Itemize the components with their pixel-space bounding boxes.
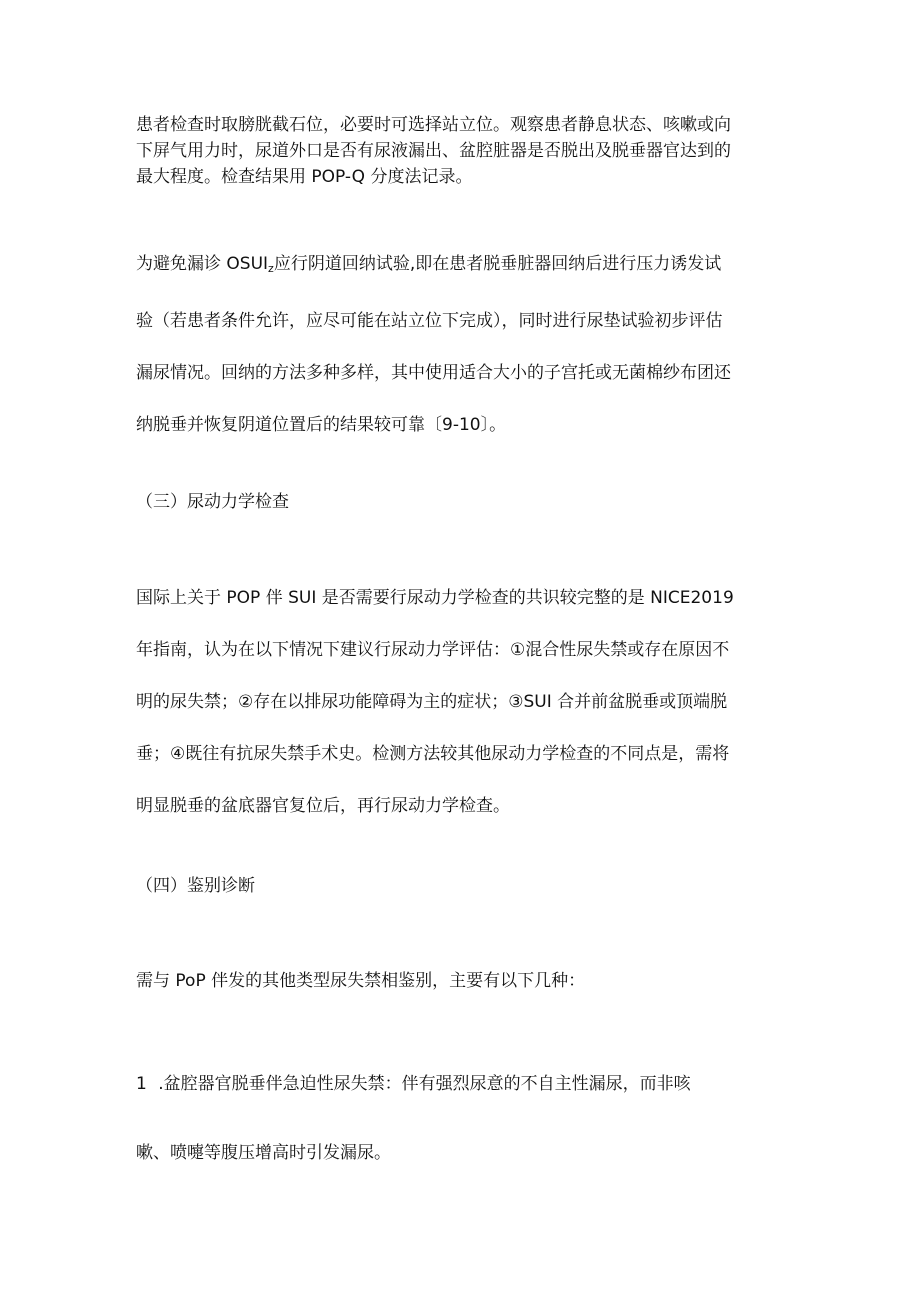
- text-line: 患者检查时取膀胱截石位，必要时可选择站立位。观察患者静息状态、咳嗽或向: [136, 115, 731, 135]
- text-segment: 应行阴道回纳试验,即在患者脱垂脏器回纳后进行压力诱发试: [273, 254, 722, 274]
- text-line: 漏尿情况。回纳的方法多种多样，其中使用适合大小的子宫托或无菌棉纱布团还: [136, 363, 731, 383]
- text-line: 明显脱垂的盆底器官复位后，再行尿动力学检查。: [136, 796, 510, 816]
- list-item-text: .盆腔器官脱垂伴急迫性尿失禁：伴有强烈尿意的不自主性漏尿，而非咳: [158, 1074, 691, 1094]
- text-line: 国际上关于 POP 伴 SUI 是否需要行尿动力学检查的共识较完整的是 NICE2019: [136, 588, 734, 608]
- text-line: 纳脱垂并恢复阴道位置后的结果较可靠〔9-10〕。: [136, 415, 507, 435]
- text-line: [136, 238, 796, 295]
- paragraph-urodynamic-consensus: [136, 572, 796, 832]
- text-line: 年指南，认为在以下情况下建议行尿动力学评估：①混合性尿失禁或存在原因不: [136, 640, 730, 660]
- text-segment: 为避免漏诊 OSUI: [136, 254, 269, 274]
- text-line: 下屏气用力时，尿道外口是否有尿液漏出、盆腔脏器是否脱出及脱垂器官达到的: [136, 141, 731, 161]
- text-line: 最大程度。检查结果用 POP-Q 分度法记录。: [136, 167, 473, 187]
- section-heading-differential-diagnosis: （四）鉴别诊断: [136, 876, 255, 896]
- list-item-continuation: 嗽、喷嚏等腹压增高时引发漏尿。: [136, 1143, 391, 1163]
- paragraph-differential-intro: 需与 PoP 伴发的其他类型尿失禁相鉴别，主要有以下几种：: [136, 971, 586, 991]
- paragraph-examination-position: [136, 112, 796, 190]
- section-heading-urodynamics: （三）尿动力学检查: [136, 492, 289, 512]
- text-line: 明的尿失禁；②存在以排尿功能障碍为主的症状；③SUI 合并前盆脱垂或顶端脱: [136, 692, 728, 712]
- list-item-number: 1: [136, 1074, 147, 1094]
- paragraph-vaginal-reduction-test: [136, 238, 796, 451]
- text-line: 垂；④既往有抗尿失禁手术史。检测方法较其他尿动力学检查的不同点是，需将: [136, 744, 730, 764]
- list-item: [136, 1071, 691, 1097]
- subscript: z: [268, 262, 274, 275]
- text-line: 验（若患者条件允许，应尽可能在站立位下完成），同时进行尿垫试验初步评估: [136, 311, 723, 331]
